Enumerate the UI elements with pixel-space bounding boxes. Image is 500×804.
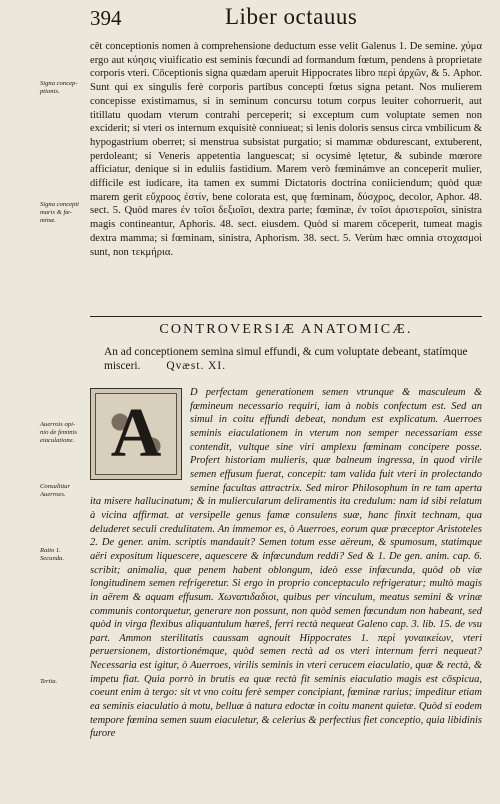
margin-note-consultitur: Consultitur Auerroes. [40, 483, 71, 498]
margin-note-signa-maris-feminae: Signa concepti maris & fæ- minæ. [40, 201, 80, 224]
decorated-initial [90, 388, 182, 480]
margin-note-signa-conceptionis: Signa concep- ptionis. [40, 80, 78, 95]
margin-note-auerrois-opinio: Auerrois opi- nio de feminis eiaculatione. [40, 421, 77, 444]
margin-note-ratio-secunda: Ratio 1. Secunda. [40, 547, 64, 562]
initial-letter: A [110, 395, 162, 472]
upper-paragraph: cēt conceptionis nomen à comprehensione deductum esse velit Galenus 1. De semine. χύμα ergo aut κύησις viuificatio est seminis fœcundi ad formandum fœtum, pendens à proprietate corporis vteri. Cōceptionis signa quædam aperuit Hippocrates libro περὶ ἀρχῶν, & 5. Aphor. Sunt qui ex singulis ferè corporis partibus concepti fœtus signa petant. Nos mulierem concepisse existimamus, si in seminum concursu totum corpus leuiter cohorruerit, aut titillatu quodam vterum contrahi perceperit; si exceptum cum voluptate semen non exciderit; si vteri os internum exquisitè conniueat; si lenis doloris sensus circa vmbilicum & hypogastrium oberret; si menstrua subsistat purgatio; si mammæ obdurescant, extuberent, perdoleant; si Veneris appetentia languescat; si ocysimè lętetur, & subinde mœrore afficiatur, denique si in eduliis fastidium. Marem verò fœminámve an conceperit mulier, difficile est iudicare, ita tamen ex summi Dictatoris doctrina coniiciendum; quòd quæ marem gerit εὔχροος ἐστίν, bene colorata est, quę fœminam, δύσχρος, decolor, Aphor. 48. sect. 5. Quòd mares ἐν τοῖσι δεξιοῖσι, dextra parte; fœminæ, ἐν τοῖσι ἀριστεροῖσι, sinistra magis contineantur, Aphoris. 48. sect. eiusdem. Quòd si marem cōceperit, tumeat magis dextra mamma; si fœminam, sinistra, Aphorism. 38. sect. 5. Verùm hæc omnia στοχασμοὶ sunt, non τεκμήρια. [90, 41, 482, 258]
page-number: 394 [90, 6, 122, 30]
margin-notes [0, 0, 90, 804]
question-body [90, 386, 482, 741]
body-paragraph: D perfectam generationem semen vtrunque & masculeum & fœmineum necessario requiri, iam à nobis confectum est. Sed an simul in coitu effundi debeat, nondum est explicatum. Auerroes seminis eiaculationem in vterum non semper necessariam esse contendit, vultque sine viri amplexu fœminam concipere posse. Profert historiam mulieris, quæ balneum ingressa, in quod virile semen effusum fuerat, concepit: tam valida fuit vteri in prolectando semine facultas attractrix. Sed miror Philosophum in re tam aperta ita misere hallucinatum; & in muliercularum deliramentis ita credulum: nam id sibi relatum à vicina affirmat. at versipelle genus famæ consulens suæ, hanc finxit technam, qua deluderet seculi credulitatem. An immemor es, ò Auerroes, eorum quæ præceptor Aristoteles 2. De gener. anim. scriptis mandauit? Semen totum esse aëreum, & spumosum, statimque aëri expositum liquescere, aquescere & infœcundum reddi? Sed & 1. De gen. anim. cap. 6. scribit; animalia, quæ penem habent oblongum, ideò esse infœcunda, quòd ob viæ longitudinem semen refrigeretur. Si ergo in proprio conceptaculo refrigeratur; multò magis in aërem & aquam effusum. Χωναπιδαδιοι, quibus per vinculum, meatus semini & vrinæ communis contorquetur, generare non possunt, non quòd semen fœcundum non habeant, sed quòd in virga flexibus aliquantulum hæreš, ferri rectà nequeat Galeno cap. 3. lib. 15. de vsu part. Ammon sterilitatis caussam agnouit Hippocrates 1. περὶ γυναικείων, vteri peruersionem, distortionémque, quòd semen rectà ad os vteri internum ferri nequeat? Necessaria est igitur, ò Auerroes, virilis seminis in vteri cerucem eiaculatio, quæ & rectà, & impetu fiat. Quia porrò in brutis ea quæ rectà fit seminis eiaculatio magis est cōspicua, coeunt enim à tergo: sit vt vno coitu ferè semper concipiant, fœminæ rarius; impeditur etiam ea seminis eiaculatio à motu, belluæ à natura edoctæ in coitu manent quietæ. Quòd si eodem tempore fœmina semen suum eiaculetur, & celerius & perfectius fiet conceptio, quia libidinis furore [90, 387, 482, 740]
running-head [90, 4, 480, 34]
question-title [90, 345, 482, 373]
section-rule [90, 316, 482, 317]
question-text: An ad conceptionem semina simul effundi, & cum voluptate debeant, statímque misceri. [104, 346, 468, 372]
running-title: Liber octauus [225, 4, 358, 29]
upper-text-block [90, 40, 482, 259]
section-heading: CONTROVERSIÆ ANATOMICÆ. [159, 322, 413, 337]
margin-note-tertia: Tertia. [40, 678, 58, 685]
question-label: Qvæst. XI. [166, 360, 227, 372]
